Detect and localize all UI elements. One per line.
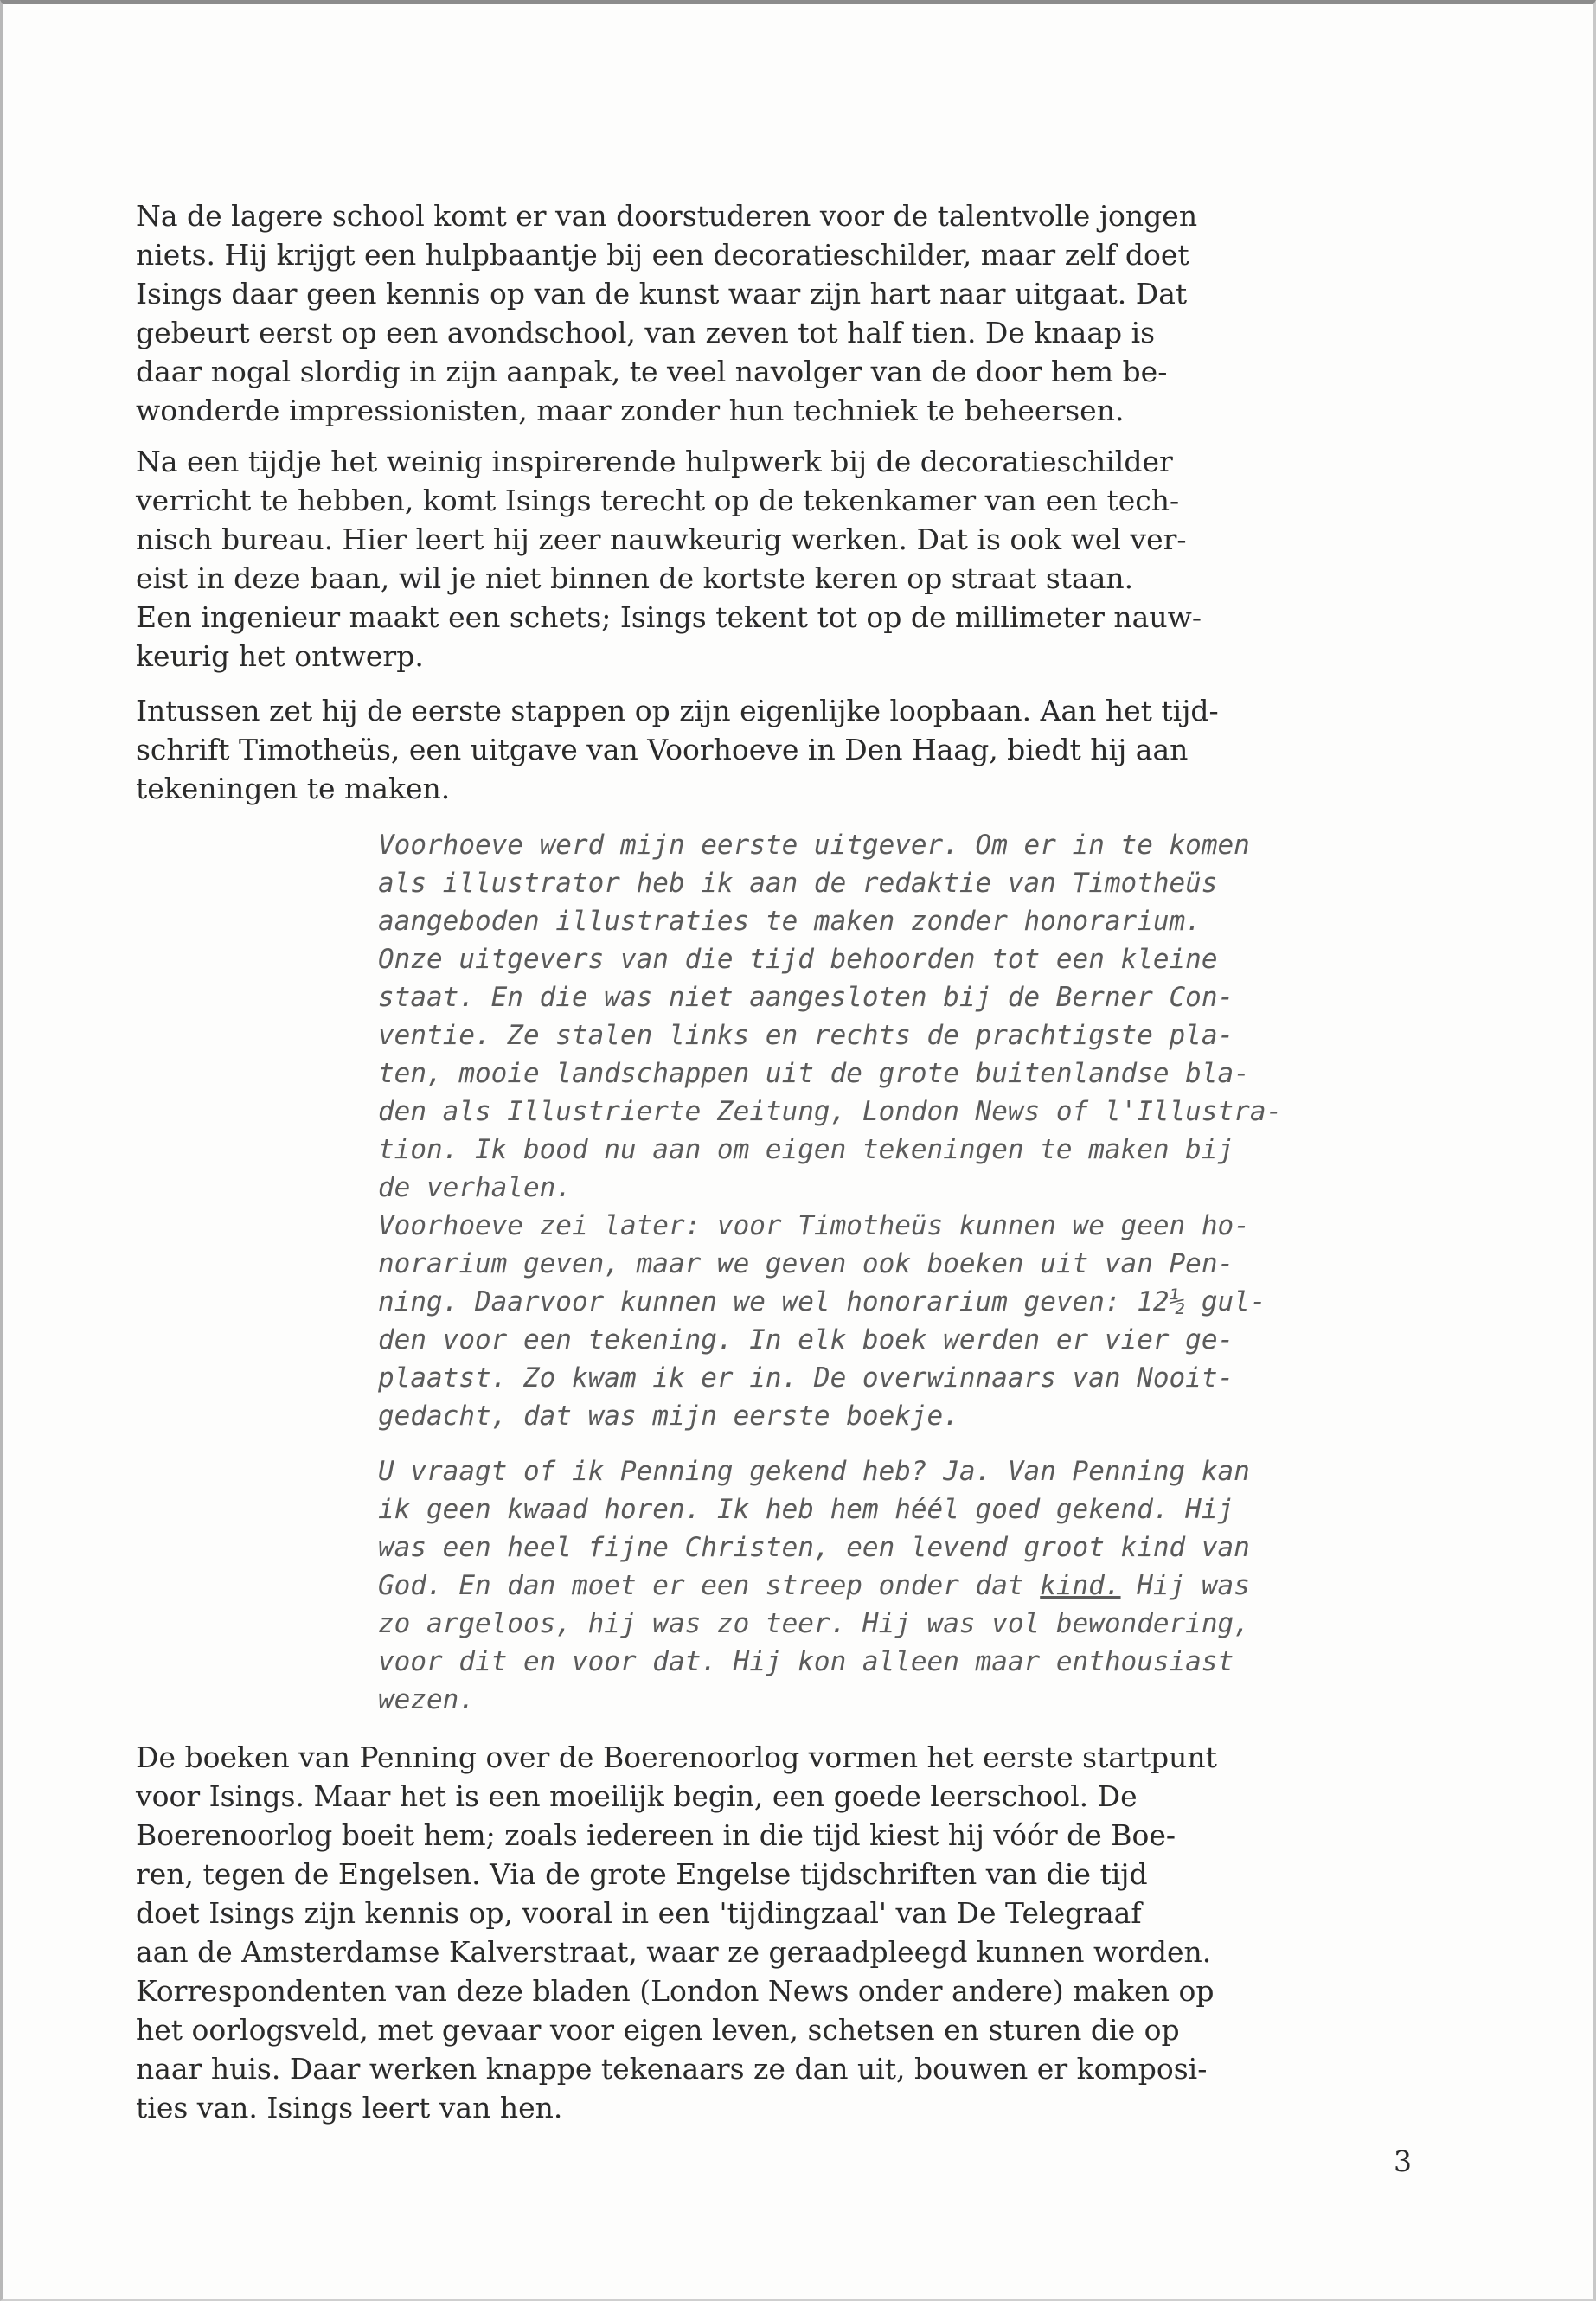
text-line: Korrespondenten van deze bladen (London News onder andere) maken op [136, 1974, 1215, 2008]
quote-line: was een heel fijne Christen, een levend groot kind van [378, 1532, 1250, 1563]
quote-line: den als Illustrierte Zeitung, London News of l'Illustra- [378, 1096, 1283, 1127]
text-line: gebeurt eerst op een avondschool, van zeven tot half tien. De knaap is [136, 316, 1156, 349]
text-line: het oorlogsveld, met gevaar voor eigen leven, schetsen en sturen die op [136, 2013, 1180, 2047]
quote-line: ning. Daarvoor kunnen we wel honorarium geven: 12½ gul- [378, 1286, 1266, 1317]
text-line: naar huis. Daar werken knappe tekenaars ze dan uit, bouwen er komposi- [136, 2052, 1208, 2086]
text-line: Boerenoorlog boeit hem; zoals iedereen in die tijd kiest hij vóór de Boe- [136, 1818, 1176, 1852]
quote-segment: God. En dan moet er een streep onder dat [378, 1570, 1041, 1601]
text-line: niets. Hij krijgt een hulpbaantje bij een decoratieschilder, maar zelf doet [136, 238, 1189, 272]
quote-line: ten, mooie landschappen uit de grote buitenlandse bla- [378, 1058, 1250, 1089]
text-line: eist in deze baan, wil je niet binnen de kortste keren op straat staan. [136, 561, 1134, 595]
text-line: nisch bureau. Hier leert hij zeer nauwkeurig werken. Dat is ook wel ver- [136, 522, 1187, 556]
quote-line: wezen. [378, 1684, 475, 1715]
quote-line [378, 1567, 1442, 1605]
quote-segment: Hij was [1120, 1570, 1250, 1601]
paragraph-boerenoorlog [136, 1738, 1407, 2127]
quote-line: den voor een tekening. In elk boek werden er vier ge- [378, 1324, 1234, 1356]
quote-line: Voorhoeve zei later: voor Timotheüs kunnen we geen ho- [378, 1210, 1250, 1241]
quote-penning [378, 1452, 1442, 1719]
quote-line: Voorhoeve werd mijn eerste uitgever. Om er in te komen [378, 830, 1250, 861]
quote-line: als illustrator heb ik aan de redaktie van Timotheüs [378, 868, 1218, 899]
text-line: ties van. Isings leert van hen. [136, 2091, 563, 2125]
quote-line: de verhalen. [378, 1172, 572, 1203]
text-line: verricht te hebben, komt Isings terecht op de tekenkamer van een tech- [136, 484, 1180, 517]
quote-line: ventie. Ze stalen links en rechts de prachtigste pla- [378, 1020, 1234, 1051]
underlined-word: kind. [1040, 1570, 1121, 1601]
text-line: De boeken van Penning over de Boerenoorlog vormen het eerste startpunt [136, 1740, 1217, 1774]
quote-line: Onze uitgevers van die tijd behoorden tot een kleine [378, 944, 1218, 975]
quote-voorhoeve [378, 826, 1442, 1435]
text-line: Na de lagere school komt er van doorstuderen voor de talentvolle jongen [136, 199, 1198, 233]
quote-line: tion. Ik bood nu aan om eigen tekeningen te maken bij [378, 1134, 1234, 1165]
quote-line: staat. En die was niet aangesloten bij de Berner Con- [378, 982, 1234, 1013]
text-line: doet Isings zijn kennis op, vooral in een 'tijdingzaal' van De Telegraaf [136, 1896, 1142, 1930]
quote-line: U vraagt of ik Penning gekend heb? Ja. Van Penning kan [378, 1456, 1250, 1487]
text-line: Isings daar geen kennis op van de kunst waar zijn hart naar uitgaat. Dat [136, 277, 1188, 311]
quote-line: zo argeloos, hij was zo teer. Hij was vol bewondering, [378, 1608, 1250, 1639]
quote-line: aangeboden illustraties te maken zonder honorarium. [378, 906, 1202, 937]
paragraph-school [136, 196, 1407, 430]
text-line: aan de Amsterdamse Kalverstraat, waar ze geraadpleegd kunnen worden. [136, 1935, 1212, 1969]
quote-line: plaatst. Zo kwam ik er in. De overwinnaars van Nooit- [378, 1362, 1234, 1394]
text-line: Een ingenieur maakt een schets; Isings tekent tot op de millimeter nauw- [136, 600, 1202, 634]
text-line: ren, tegen de Engelsen. Via de grote Engelse tijdschriften van die tijd [136, 1857, 1148, 1891]
text-line: tekeningen te maken. [136, 772, 451, 805]
paragraph-career-start [136, 691, 1407, 808]
quote-line: voor dit en voor dat. Hij kon alleen maar enthousiast [378, 1646, 1234, 1677]
paragraph-technical-bureau [136, 442, 1407, 676]
quote-line: gedacht, dat was mijn eerste boekje. [378, 1400, 959, 1432]
text-line: Intussen zet hij de eerste stappen op zijn eigenlijke loopbaan. Aan het tijd- [136, 694, 1219, 727]
text-line: schrift Timotheüs, een uitgave van Voorhoeve in Den Haag, biedt hij aan [136, 733, 1189, 766]
text-line: Na een tijdje het weinig inspirerende hulpwerk bij de decoratieschilder [136, 445, 1173, 478]
text-line: voor Isings. Maar het is een moeilijk begin, een goede leerschool. De [136, 1779, 1138, 1813]
quote-line: norarium geven, maar we geven ook boeken uit van Pen- [378, 1248, 1234, 1279]
page-number: 3 [1394, 2144, 1412, 2178]
text-line: daar nogal slordig in zijn aanpak, te veel navolger van de door hem be- [136, 355, 1168, 388]
text-line: wonderde impressionisten, maar zonder hun techniek te beheersen. [136, 394, 1125, 427]
text-line: keurig het ontwerp. [136, 639, 424, 673]
quote-line: ik geen kwaad horen. Ik heb hem héél goed gekend. Hij [378, 1494, 1234, 1525]
